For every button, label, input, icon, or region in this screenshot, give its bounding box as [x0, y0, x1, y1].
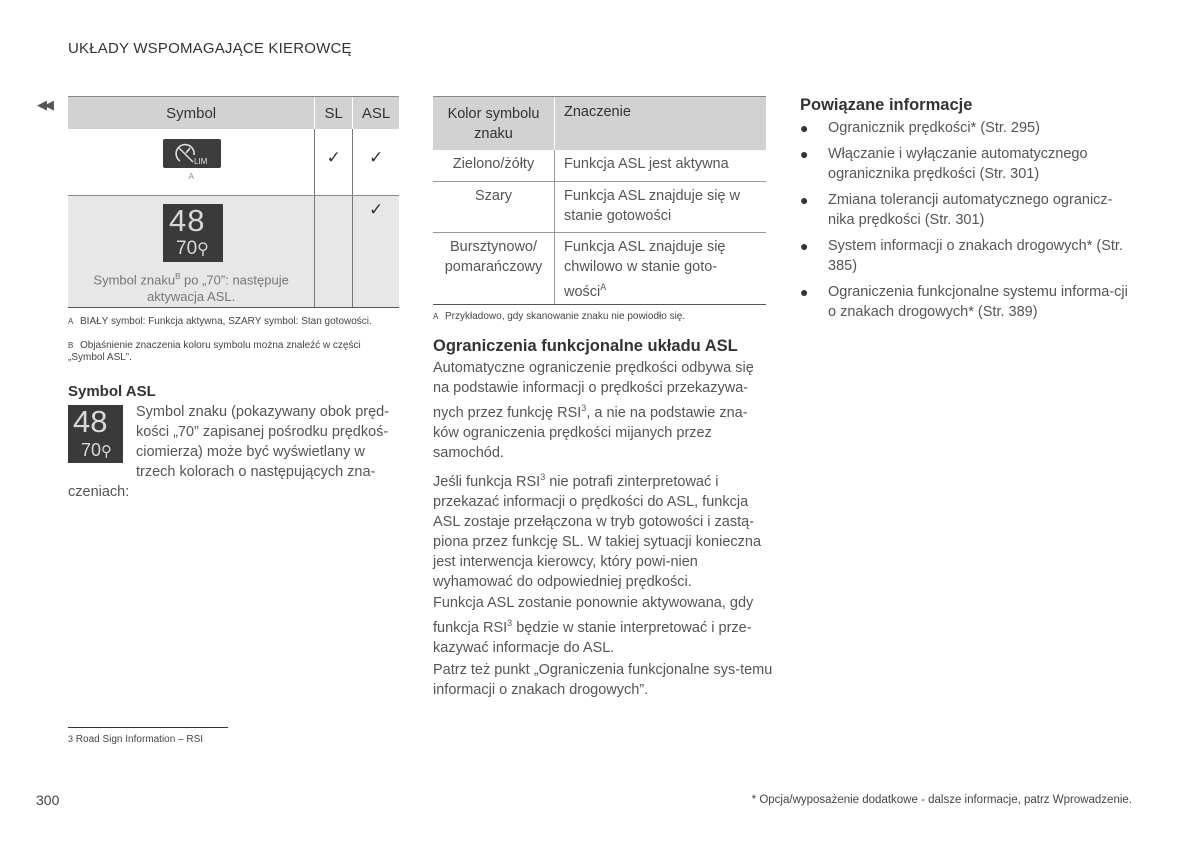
symbol-asl-text-line: czeniach:: [68, 484, 130, 500]
section-header: UKŁADY WSPOMAGAJĄCE KIEROWCĘ: [68, 40, 352, 57]
color-cell: Zielono/żółty: [452, 156, 535, 172]
page-footnote: 3 Road Sign Information – RSI: [68, 734, 204, 745]
limits-paragraph: Funkcja ASL zostanie ponownie aktywowana, gdy funkcja RSI$^3$ będzie w stanie interpretować i prze-kazywać informacje do ASL.: [433, 595, 754, 656]
optional-equipment-note: * Opcja/wyposażenie dodatkowe - dalsze informacje, patrz Wprowadzenie.: [751, 794, 1132, 806]
meaning-cell: Funkcja ASL znajduje się chwilowo w stanie goto-wości$^A$: [554, 233, 766, 304]
header-symbol: Symbol: [166, 104, 217, 122]
limits-paragraph: Automatyczne ograniczenie prędkości odbywa się na podstawie informacji o prędkości przekazywa-nych przez funkcję RSI$^3$, a nie na podstawie zna-ków ograniczenia prędkości mijanych przez samochód.: [433, 360, 754, 461]
footnote-divider: [68, 727, 228, 728]
color-cell: Bursztynowo/ pomarańczowy: [444, 239, 543, 275]
related-list: [800, 118, 1130, 328]
check-icon: ✓: [368, 148, 384, 167]
header-color: Kolor symbolu znaku: [447, 106, 540, 142]
bullet-icon: ●: [800, 238, 809, 254]
related-link[interactable]: ● System informacji o znakach drogowych* (Str. 385): [800, 238, 1123, 274]
sign-speed-value: 48: [73, 404, 108, 439]
sign-target-speed: 70⚲: [81, 440, 113, 460]
footnote-marker: A: [188, 172, 194, 181]
bullet-icon: ●: [800, 192, 809, 208]
check-icon: ✓: [326, 148, 341, 167]
table-row: [433, 233, 766, 305]
back-arrows-icon[interactable]: ◀◀: [37, 97, 51, 112]
related-link[interactable]: ● Zmiana tolerancji automatycznego ogranicz-nika prędkości (Str. 301): [800, 192, 1113, 228]
table-row: [433, 150, 766, 182]
sign-speed-value: 48: [169, 203, 206, 238]
related-heading: Powiązane informacje: [800, 96, 973, 114]
meaning-cell: Funkcja ASL znajduje się w stanie gotowości: [554, 182, 766, 232]
table-footnote: B Objaśnienie znaczenia koloru symbolu można znaleźć w części „Symbol ASL”.: [68, 340, 361, 363]
symbol-asl-heading: Symbol ASL: [68, 383, 156, 400]
symbol-table: [68, 96, 399, 308]
speed-sign-icon: [68, 405, 123, 463]
speed-limiter-icon: [163, 139, 221, 168]
color-meaning-table: [433, 96, 766, 305]
symbol-asl-text-line: kości „70” zapisanej pośrodku prędkoś-: [136, 424, 389, 440]
lim-label: LIM: [194, 157, 208, 166]
limits-paragraph: Jeśli funkcja RSI$^3$ nie potrafi zinterpretować i przekazać informacji o prędkości do ASL, funkcja ASL zostaje przełączona w tryb gotowości i zastą-piona przez funkcję SL. W takiej sytuacji konieczna jest interwencja kierowcy, który powi-nien wyhamować do odpowiedniej prędkości.: [433, 472, 762, 590]
related-link[interactable]: ● Włączanie i wyłączanie automatycznego ogranicznika prędkości (Str. 301): [800, 146, 1088, 182]
limits-paragraph: Patrz też punkt „Ograniczenia funkcjonalne sys-temu informacji o znakach drogowych”.: [433, 662, 773, 698]
speed-sign-icon: [163, 204, 223, 262]
table-footnote: A Przykładowo, gdy skanowanie znaku nie powiodło się.: [433, 311, 686, 322]
limits-heading: Ograniczenia funkcjonalne układu ASL: [433, 337, 738, 355]
header-asl: ASL: [352, 97, 399, 129]
bullet-icon: ●: [800, 120, 809, 136]
meaning-cell: Funkcja ASL jest aktywna: [554, 150, 766, 181]
symbol-asl-text-line: Symbol znaku (pokazywany obok pręd-: [136, 404, 390, 420]
header-sl: SL: [314, 97, 352, 129]
page-number: 300: [36, 792, 60, 808]
symbol-asl-text-line: ciomierza) może być wyświetlany w: [136, 444, 365, 460]
header-meaning: Znaczenie: [554, 97, 766, 150]
table-row: [68, 196, 399, 308]
symbol-asl-text-line: trzech kolorach o następujących zna-: [136, 464, 376, 480]
color-cell: Szary: [474, 188, 513, 204]
symbol-table-header: [68, 96, 399, 129]
color-table-header: [433, 97, 766, 150]
bullet-icon: ●: [800, 146, 809, 162]
related-link[interactable]: ● Ogranicznik prędkości* (Str. 295): [800, 120, 1040, 136]
related-link[interactable]: ● Ograniczenia funkcjonalne systemu informa-cji o znakach drogowych* (Str. 389): [800, 284, 1128, 320]
sign-target-speed: 70⚲: [176, 238, 209, 259]
bullet-icon: ●: [800, 284, 809, 300]
table-footnote: A BIAŁY symbol: Funkcja aktywna, SZARY symbol: Stan gotowości.: [68, 316, 372, 327]
check-icon: ✓: [368, 200, 384, 219]
table-row: [68, 129, 399, 196]
table-row: [433, 182, 766, 233]
symbol-caption: Symbol znaku$^B$ po „70”: następuje aktywacja ASL.: [93, 272, 289, 305]
